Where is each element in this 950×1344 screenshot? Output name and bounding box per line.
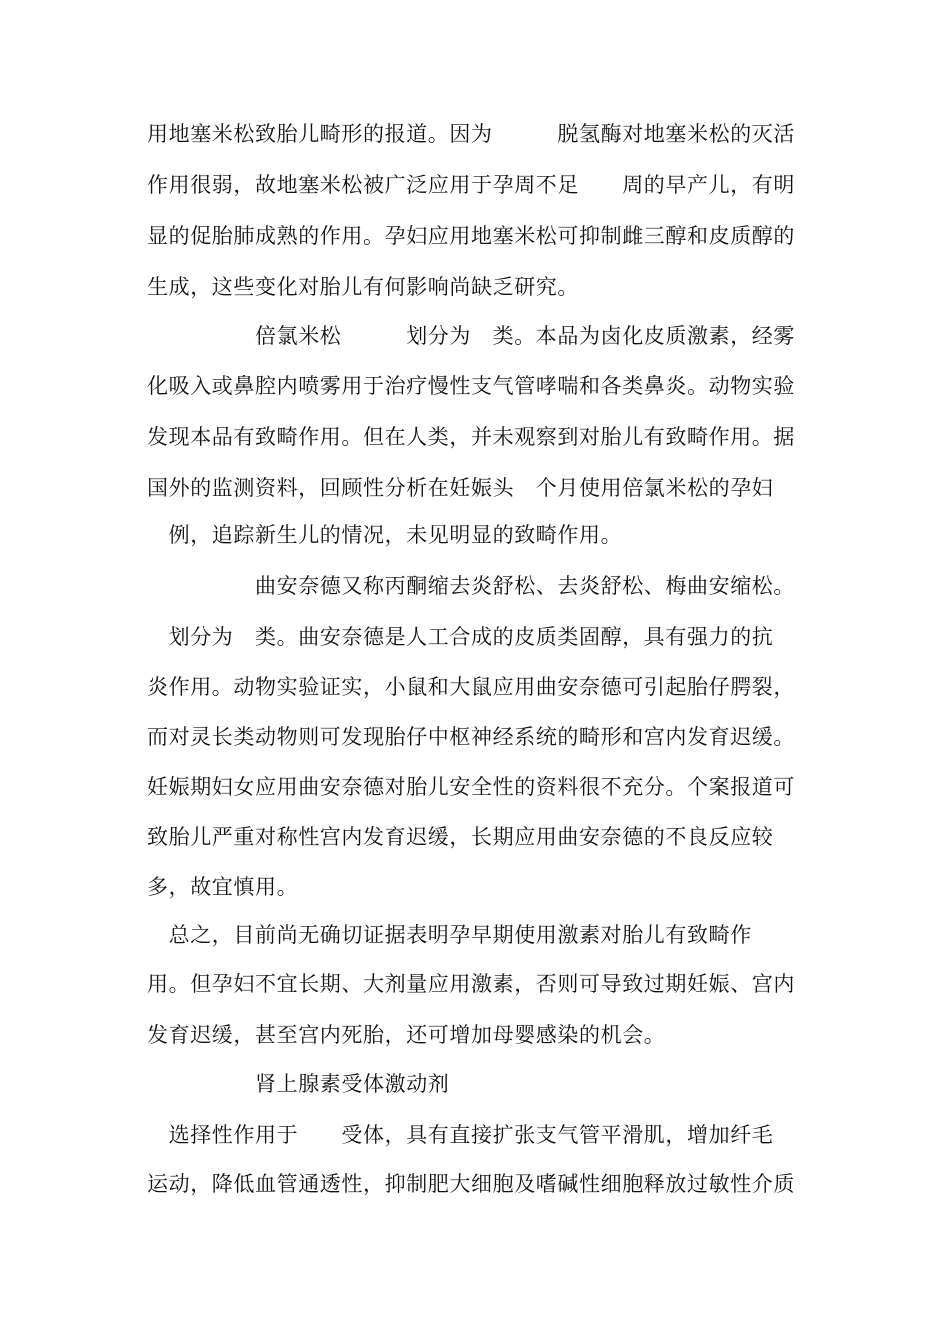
text-line: 妊娠期妇女应用曲安奈德对胎儿安全性的资料很不充分。个案报道可 [147, 775, 795, 799]
text-line: 发现本品有致畸作用。但在人类，并未观察到对胎儿有致畸作用。据 [147, 425, 795, 449]
text-line: 致胎儿严重对称性宫内发育迟缓，长期应用曲安奈德的不良反应较 [147, 825, 774, 849]
text-line: 用地塞米松致胎儿畸形的报道。因为 脱氢酶对地塞米松的灭活 [147, 122, 795, 146]
text-line: 选择性作用于 受体，具有直接扩张支气管平滑肌，增加纤毛 [147, 1123, 774, 1147]
text-line: 化吸入或鼻腔内喷雾用于治疗慢性支气管哮喘和各类鼻炎。动物实验 [147, 374, 795, 398]
text-line: 作用很弱，故地塞米松被广泛应用于孕周不足 周的早产儿，有明 [147, 173, 795, 197]
text-line: 炎作用。动物实验证实，小鼠和大鼠应用曲安奈德可引起胎仔腭裂， [147, 675, 795, 699]
text-line: 曲安奈德又称丙酮缩去炎舒松、去炎舒松、梅曲安缩松。 [147, 574, 795, 598]
section-heading: 肾上腺素受体激动剂 [147, 1072, 450, 1096]
text-line: 例，追踪新生儿的情况，未见明显的致畸作用。 [147, 523, 623, 547]
text-line: 运动，降低血管通透性，抑制肥大细胞及嗜碱性细胞释放过敏性介质 [147, 1172, 795, 1196]
text-line: 划分为 类。曲安奈德是人工合成的皮质类固醇，具有强力的抗 [147, 625, 774, 649]
text-line: 倍氯米松 划分为 类。本品为卤化皮质激素，经雾 [147, 324, 795, 348]
text-line: 显的促胎肺成熟的作用。孕妇应用地塞米松可抑制雌三醇和皮质醇的 [147, 224, 795, 248]
text-line: 用。但孕妇不宜长期、大剂量应用激素，否则可导致过期妊娠、宫内 [147, 972, 795, 996]
text-line: 多，故宜慎用。 [147, 875, 299, 899]
text-line: 总之，目前尚无确切证据表明孕早期使用激素对胎儿有致畸作 [147, 923, 752, 947]
text-line: 发育迟缓，甚至宫内死胎，还可增加母婴感染的机会。 [147, 1023, 666, 1047]
text-line: 国外的监测资料，回顾性分析在妊娠头 个月使用倍氯米松的孕妇 [147, 476, 774, 500]
text-line: 生成，这些变化对胎儿有何影响尚缺乏研究。 [147, 275, 579, 299]
text-line: 而对灵长类动物则可发现胎仔中枢神经系统的畸形和宫内发育迟缓。 [147, 725, 795, 749]
